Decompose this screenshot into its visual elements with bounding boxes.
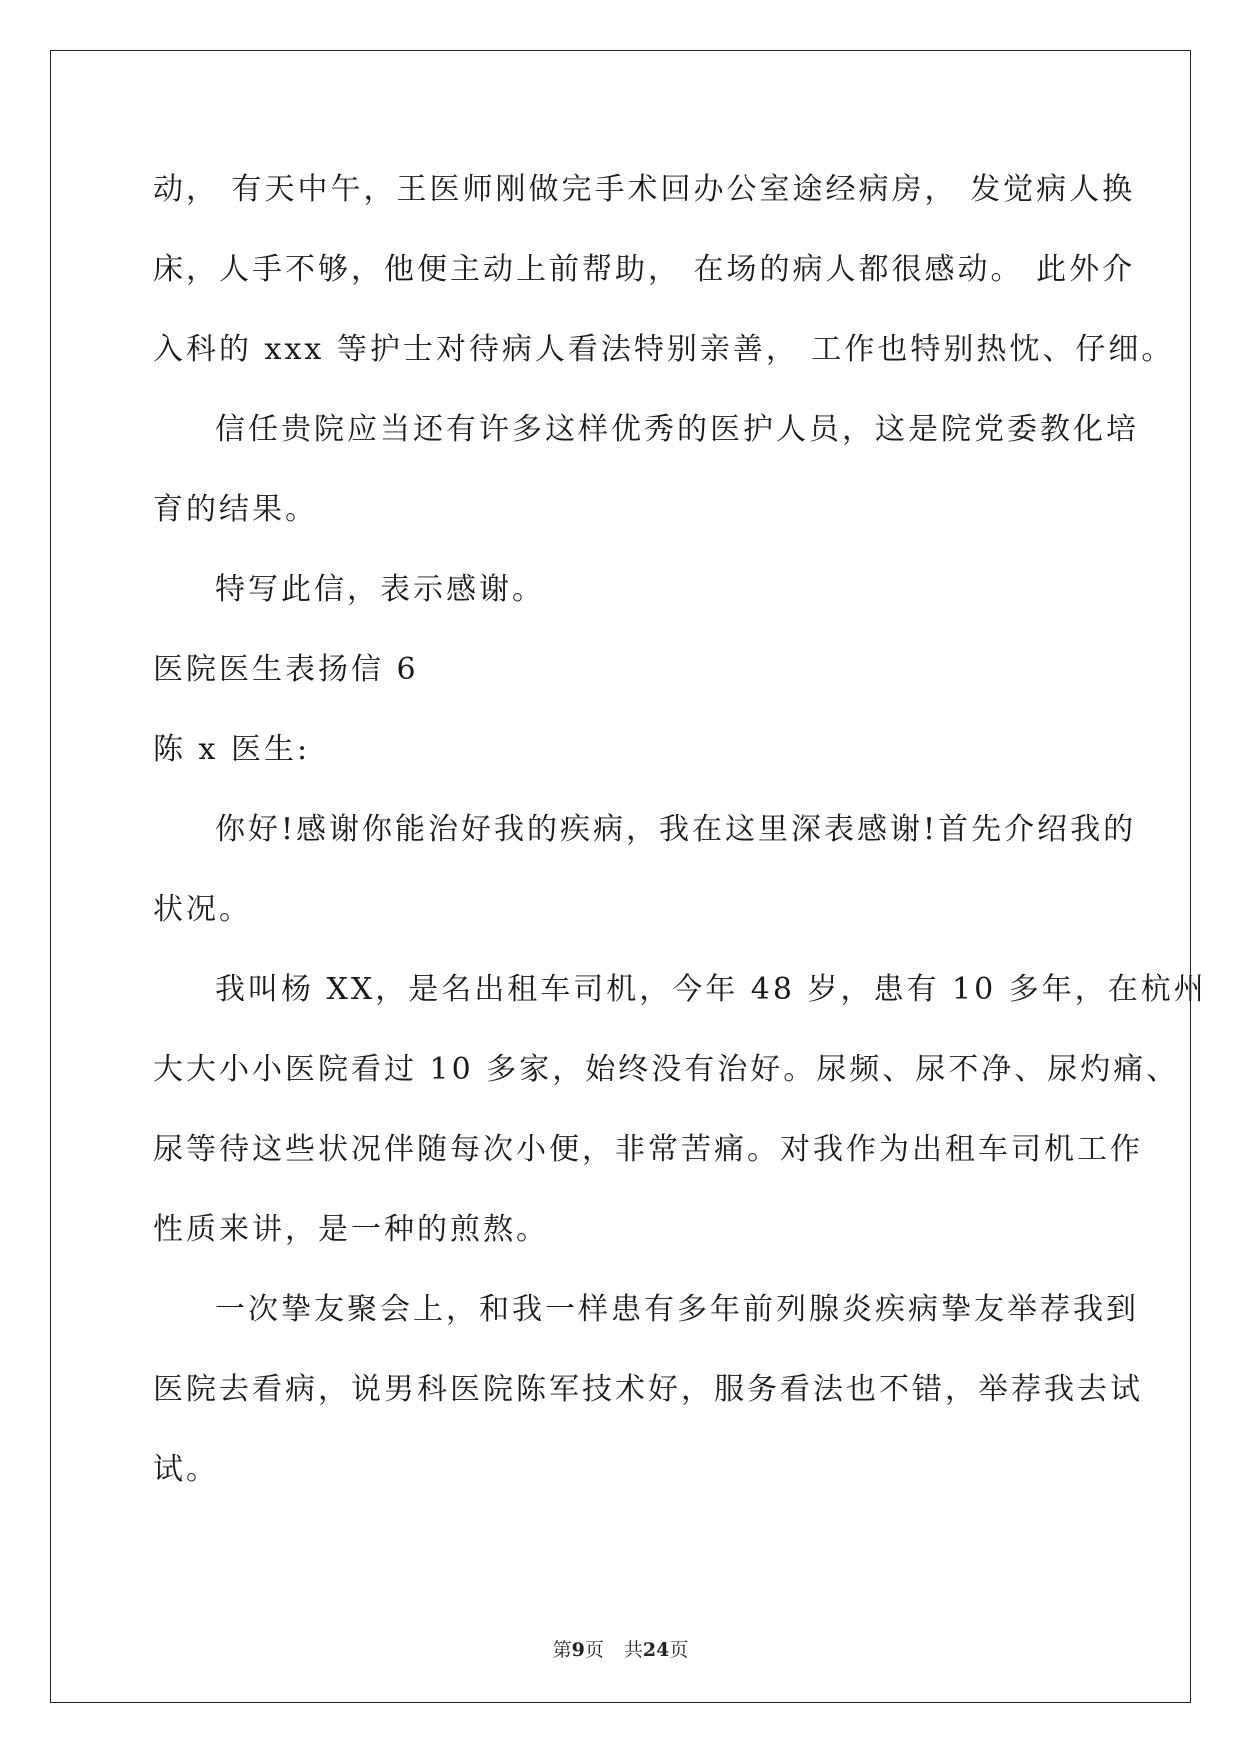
total-prefix: 共 [623,1639,643,1661]
text-line: 一次挚友聚会上，和我一样患有多年前列腺炎疾病挚友举荐我到 [215,1292,1139,1327]
page-border [50,50,1191,1703]
text-line: 试。 [153,1452,219,1487]
text-line: 状况。 [153,892,252,927]
text-line: 我叫杨 XX，是名出租车司机，今年 48 岁，患有 10 多年，在杭州 [215,972,1207,1007]
text-line: 特写此信，表示感谢。 [215,572,545,607]
page-footer [0,1638,1241,1662]
text-line: 你好!感谢你能治好我的疾病，我在这里深表感谢!首先介绍我的 [215,812,1137,847]
text-line: 医院去看病，说男科医院陈军技术好，服务看法也不错，举荐我去试 [153,1372,1143,1407]
page-current: 9 [571,1639,585,1661]
text-line: 床，人手不够，他便主动上前帮助， 在场的病人都很感动。 此外介 [153,252,1136,287]
text-line: 育的结果。 [153,492,318,527]
text-line: 尿等待这些状况伴随每次小便，非常苦痛。对我作为出租车司机工作 [153,1132,1143,1167]
total-suffix: 页 [669,1639,689,1661]
text-line: 信任贵院应当还有许多这样优秀的医护人员，这是院党委教化培 [215,412,1139,447]
text-line: 性质来讲，是一种的煎熬。 [153,1212,549,1247]
section-heading: 医院医生表扬信 6 [153,652,419,687]
page-suffix: 页 [584,1639,604,1661]
page-prefix: 第 [552,1639,572,1661]
text-line: 动， 有天中午，王医师刚做完手术回办公室途经病房， 发觉病人换 [153,172,1136,207]
page-total: 24 [642,1639,670,1661]
text-line: 入科的 xxx 等护士对待病人看法特别亲善， 工作也特别热忱、仔细。 [153,332,1175,367]
text-line: 大大小小医院看过 10 多家，始终没有治好。尿频、尿不净、尿灼痛、 [153,1052,1180,1087]
salutation: 陈 x 医生: [153,732,311,767]
